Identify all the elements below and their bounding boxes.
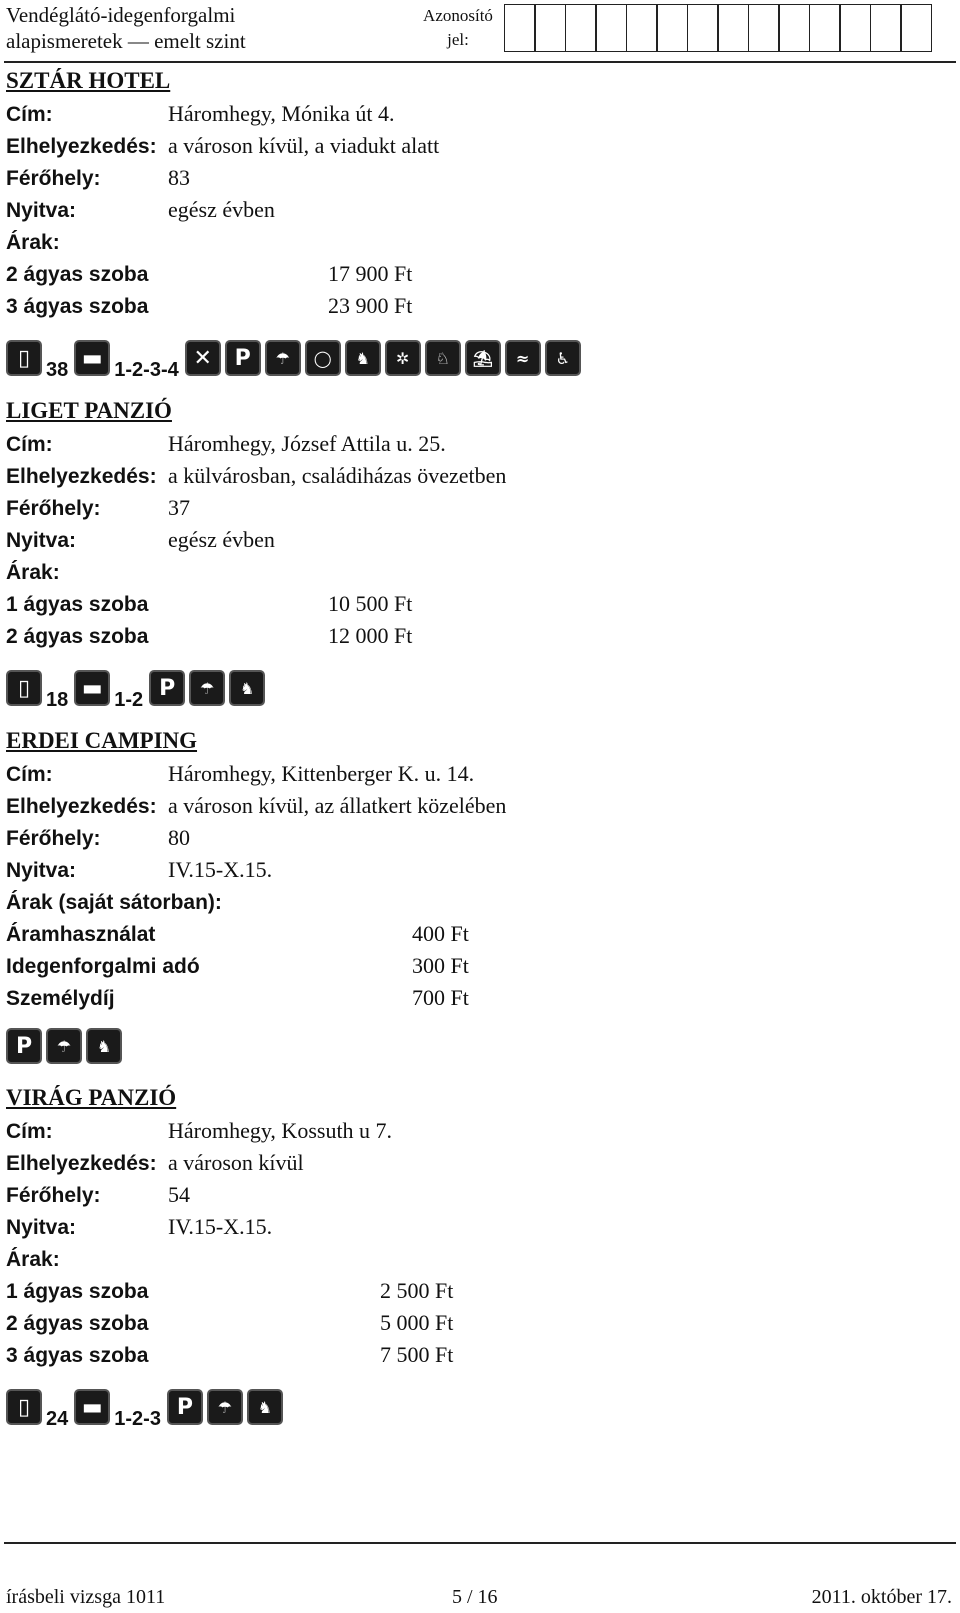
location-label: Elhelyezkedés: <box>6 795 157 818</box>
open-label: Nyitva: <box>6 529 77 552</box>
price-value: 700 Ft <box>412 985 469 1010</box>
beach-icon: ⛱ <box>465 340 501 376</box>
capacity-label: Férőhely: <box>6 167 101 190</box>
address-value: Háromhegy, Kossuth u 7. <box>168 1118 393 1143</box>
location-label: Elhelyezkedés: <box>6 1152 157 1175</box>
price-value: 300 Ft <box>412 953 469 978</box>
price-name: 2 ágyas szoba <box>6 1312 149 1335</box>
door-icon: ▯ <box>6 670 42 706</box>
price-row <box>6 918 906 950</box>
price-value: 12 000 Ft <box>328 623 413 648</box>
conference-icon: ◯ <box>305 340 341 376</box>
id-box[interactable] <box>809 4 841 52</box>
parking-icon: P <box>149 670 185 706</box>
door-icon: ▯ <box>6 1389 42 1425</box>
footer-date: 2011. október 17. <box>811 1586 952 1608</box>
amenities-row <box>6 328 906 381</box>
address-value: Háromhegy, Kittenberger K. u. 14. <box>168 761 475 786</box>
pet-parking-icon: ♞ <box>345 340 381 376</box>
price-row <box>6 1275 906 1307</box>
location-row <box>6 130 906 162</box>
pet-parking-icon: ♞ <box>86 1028 122 1064</box>
prices-label: Árak: <box>6 231 60 254</box>
prices-row <box>6 226 906 258</box>
price-value: 400 Ft <box>412 921 469 946</box>
header-divider <box>4 61 956 63</box>
address-label: Cím: <box>6 763 53 786</box>
location-label: Elhelyezkedés: <box>6 465 157 488</box>
header-subject-line2: alapismeretek — emelt szint <box>6 29 246 53</box>
section-title: VIRÁG PANZIÓ <box>6 1085 177 1110</box>
section-title: LIGET PANZIÓ <box>6 398 172 423</box>
price-value: 10 500 Ft <box>328 591 413 616</box>
address-value: Háromhegy, Mónika út 4. <box>168 101 395 126</box>
price-value: 17 900 Ft <box>328 261 413 286</box>
price-value: 5 000 Ft <box>380 1310 454 1335</box>
parking-icon: P <box>6 1028 42 1064</box>
prices-row <box>6 556 906 588</box>
prices-row <box>6 886 906 918</box>
pet-parking-icon: ♞ <box>229 670 265 706</box>
footer-divider <box>4 1542 956 1544</box>
location-value: a külvárosban, családiházas övezetben <box>168 463 507 488</box>
header-subject <box>6 2 246 54</box>
section-erdei-camping <box>6 726 906 1064</box>
price-name: 3 ágyas szoba <box>6 1344 149 1367</box>
restaurant-icon: ✕ <box>185 340 221 376</box>
footer-page-number: 5 / 16 <box>452 1586 498 1608</box>
location-label: Elhelyezkedés: <box>6 135 157 158</box>
address-row <box>6 758 906 790</box>
address-row <box>6 98 906 130</box>
open-row <box>6 524 906 556</box>
open-row <box>6 1211 906 1243</box>
prices-label: Árak: <box>6 561 60 584</box>
beds-count: 1-2-3-4 <box>114 359 179 381</box>
horse-riding-icon: ♘ <box>425 340 461 376</box>
parking-icon: P <box>167 1389 203 1425</box>
section-title: ERDEI CAMPING <box>6 728 198 753</box>
footer-exam: írásbeli vizsga 1011 <box>6 1586 166 1608</box>
rooms-count: 24 <box>46 1408 69 1430</box>
id-box[interactable] <box>870 4 902 52</box>
open-row <box>6 854 906 886</box>
price-name: Áramhasználat <box>6 923 156 946</box>
location-value: a városon kívül <box>168 1150 304 1175</box>
price-row <box>6 950 906 982</box>
amenities-row <box>6 658 906 711</box>
terrace-icon: ☂ <box>46 1028 82 1064</box>
open-value: egész évben <box>168 197 275 222</box>
open-label: Nyitva: <box>6 859 77 882</box>
id-box[interactable] <box>778 4 810 52</box>
id-box[interactable] <box>839 4 871 52</box>
rooms-count: 18 <box>46 689 69 711</box>
price-row <box>6 620 906 652</box>
amenities-row <box>6 1377 906 1430</box>
price-row <box>6 588 906 620</box>
prices-label: Árak (saját sátorban): <box>6 891 222 914</box>
location-value: a városon kívül, a viadukt alatt <box>168 133 440 158</box>
price-value: 2 500 Ft <box>380 1278 454 1303</box>
capacity-value: 37 <box>168 495 190 520</box>
address-label: Cím: <box>6 1120 53 1143</box>
beds-count: 1-2-3 <box>114 1408 161 1430</box>
open-value: IV.15-X.15. <box>168 1214 273 1239</box>
capacity-label: Férőhely: <box>6 497 101 520</box>
capacity-row <box>6 492 906 524</box>
parking-icon: P <box>225 340 261 376</box>
id-label-line2: jel: <box>447 30 469 49</box>
address-label: Cím: <box>6 103 53 126</box>
id-box[interactable] <box>565 4 597 52</box>
open-label: Nyitva: <box>6 1216 77 1239</box>
price-name: 1 ágyas szoba <box>6 1280 149 1303</box>
id-box[interactable] <box>504 4 536 52</box>
terrace-icon: ☂ <box>265 340 301 376</box>
rooms-count: 38 <box>46 359 69 381</box>
price-name: Személydíj <box>6 987 115 1010</box>
address-value: Háromhegy, József Attila u. 25. <box>168 431 446 456</box>
location-value: a városon kívül, az állatkert közelében <box>168 793 507 818</box>
section-liget-panzio <box>6 396 906 711</box>
location-row <box>6 790 906 822</box>
terrace-icon: ☂ <box>207 1389 243 1425</box>
open-label: Nyitva: <box>6 199 77 222</box>
section-virag-panzio <box>6 1083 906 1430</box>
id-box[interactable] <box>717 4 749 52</box>
pet-parking-icon: ♞ <box>247 1389 283 1425</box>
bed-icon: ▬ <box>74 340 110 376</box>
section-sztar-hotel <box>6 66 906 381</box>
price-value: 7 500 Ft <box>380 1342 454 1367</box>
capacity-row <box>6 1179 906 1211</box>
id-label <box>416 4 500 52</box>
bed-icon: ▬ <box>74 1389 110 1425</box>
price-name: 2 ágyas szoba <box>6 263 149 286</box>
price-value: 23 900 Ft <box>328 293 413 318</box>
id-label-line1: Azonosító <box>423 6 493 25</box>
capacity-label: Férőhely: <box>6 1184 101 1207</box>
id-box[interactable] <box>656 4 688 52</box>
open-value: egész évben <box>168 527 275 552</box>
capacity-value: 54 <box>168 1182 190 1207</box>
id-box[interactable] <box>626 4 658 52</box>
id-boxes <box>505 4 932 52</box>
open-value: IV.15-X.15. <box>168 857 273 882</box>
price-row <box>6 258 906 290</box>
capacity-row <box>6 822 906 854</box>
capacity-label: Férőhely: <box>6 827 101 850</box>
open-row <box>6 194 906 226</box>
prices-label: Árak: <box>6 1248 60 1271</box>
price-row <box>6 1307 906 1339</box>
address-row <box>6 428 906 460</box>
wheelchair-icon: ♿ <box>545 340 581 376</box>
section-title: SZTÁR HOTEL <box>6 68 171 93</box>
capacity-row <box>6 162 906 194</box>
address-label: Cím: <box>6 433 53 456</box>
price-name: 3 ágyas szoba <box>6 295 149 318</box>
price-name: 2 ágyas szoba <box>6 625 149 648</box>
price-name: Idegenforgalmi adó <box>6 955 200 978</box>
id-box[interactable] <box>748 4 780 52</box>
door-icon: ▯ <box>6 340 42 376</box>
id-box[interactable] <box>534 4 566 52</box>
price-name: 1 ágyas szoba <box>6 593 149 616</box>
price-row <box>6 290 906 322</box>
location-row <box>6 1147 906 1179</box>
address-row <box>6 1115 906 1147</box>
terrace-icon: ☂ <box>189 670 225 706</box>
header-subject-line1: Vendéglátó-idegenforgalmi <box>6 3 236 27</box>
beds-count: 1-2 <box>114 689 144 711</box>
swimming-icon: ≈ <box>505 340 541 376</box>
id-box[interactable] <box>687 4 719 52</box>
bed-icon: ▬ <box>74 670 110 706</box>
id-box[interactable] <box>900 4 932 52</box>
capacity-value: 83 <box>168 165 190 190</box>
amenities-row <box>6 1016 906 1064</box>
price-row <box>6 1339 906 1371</box>
location-row <box>6 460 906 492</box>
capacity-value: 80 <box>168 825 190 850</box>
fan-icon: ✲ <box>385 340 421 376</box>
price-row <box>6 982 906 1014</box>
id-box[interactable] <box>595 4 627 52</box>
prices-row <box>6 1243 906 1275</box>
